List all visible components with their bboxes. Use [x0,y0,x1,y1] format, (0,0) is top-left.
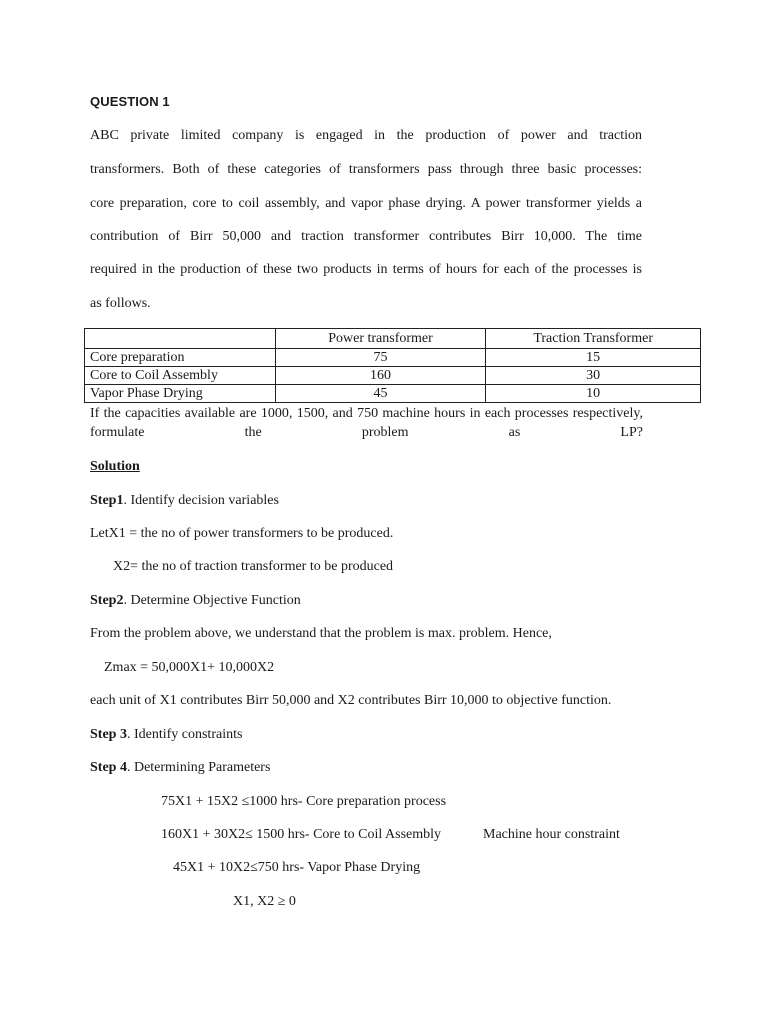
table-cell: 160 [275,367,486,385]
table-header-cell: Power transformer [275,329,486,349]
step1-line [90,492,279,510]
step1-label: Step1 [90,493,124,508]
paragraph-line: required in the production of these two products in terms of hours for each of the processes is [90,262,642,277]
step4-label: Step 4 [90,760,127,775]
x1-definition: LetX1 = the no of power transformers to be produced. [90,526,394,541]
table-cell: Vapor Phase Drying [85,385,276,403]
constraint-vapor-drying: 45X1 + 10X2≤750 hrs- Vapor Phase Drying [173,860,421,875]
table-cell: Core to Coil Assembly [85,367,276,385]
question-heading: QUESTION 1 [90,94,170,109]
capacity-text: If the capacities available are 1000, 1500, and 750 machine hours in each processes respectively, formulate the problem as LP? [90,406,643,440]
non-negativity-constraint: X1, X2 ≥ 0 [233,894,296,909]
step3-text: . Identify constraints [126,727,243,742]
step4-line [90,759,270,777]
constraint-core-preparation: 75X1 + 15X2 ≤1000 hrs- Core preparation process [161,794,447,809]
table-cell: 10 [486,385,701,403]
step2-line [90,592,301,610]
table-cell: 45 [275,385,486,403]
step3-line [90,726,242,744]
paragraph-line: core preparation, core to coil assembly, and vapor phase drying. A power transformer yields a [90,196,642,211]
solution-title: Solution [90,459,140,474]
table-row [85,367,701,385]
process-hours-table [84,328,701,403]
constraint-coil-assembly: 160X1 + 30X2≤ 1500 hrs- Core to Coil Assembly [161,827,442,842]
table-header-row [85,329,701,349]
paragraph-line: ABC private limited company is engaged in the production of power and traction [90,128,642,143]
paragraph-line: contribution of Birr 50,000 and traction transformer contributes Birr 10,000. The time [90,229,642,244]
objective-function: Zmax = 50,000X1+ 10,000X2 [104,660,275,675]
table-cell: 15 [486,349,701,367]
max-problem-text: From the problem above, we understand that the problem is max. problem. Hence, [90,626,552,641]
table-cell: 30 [486,367,701,385]
contribution-note: each unit of X1 contributes Birr 50,000 and X2 contributes Birr 10,000 to objective function. [90,693,612,708]
step4-text: . Determining Parameters [126,760,271,775]
paragraph-line: as follows. [90,296,151,311]
x2-definition: X2= the no of traction transformer to be produced [113,559,394,574]
table-row [85,349,701,367]
table-row [85,385,701,403]
step3-label: Step 3 [90,727,127,742]
table-cell: 75 [275,349,486,367]
machine-hour-constraint-label: Machine hour constraint [483,827,620,842]
table-header-cell [85,329,276,349]
step1-text: . Identify decision variables [123,493,279,508]
step2-text: . Determine Objective Function [123,593,301,608]
table-header-cell: Traction Transformer [486,329,701,349]
step2-label: Step2 [90,593,124,608]
table-cell: Core preparation [85,349,276,367]
paragraph-line: transformers. Both of these categories of transformers pass through three basic processes: [90,162,642,177]
